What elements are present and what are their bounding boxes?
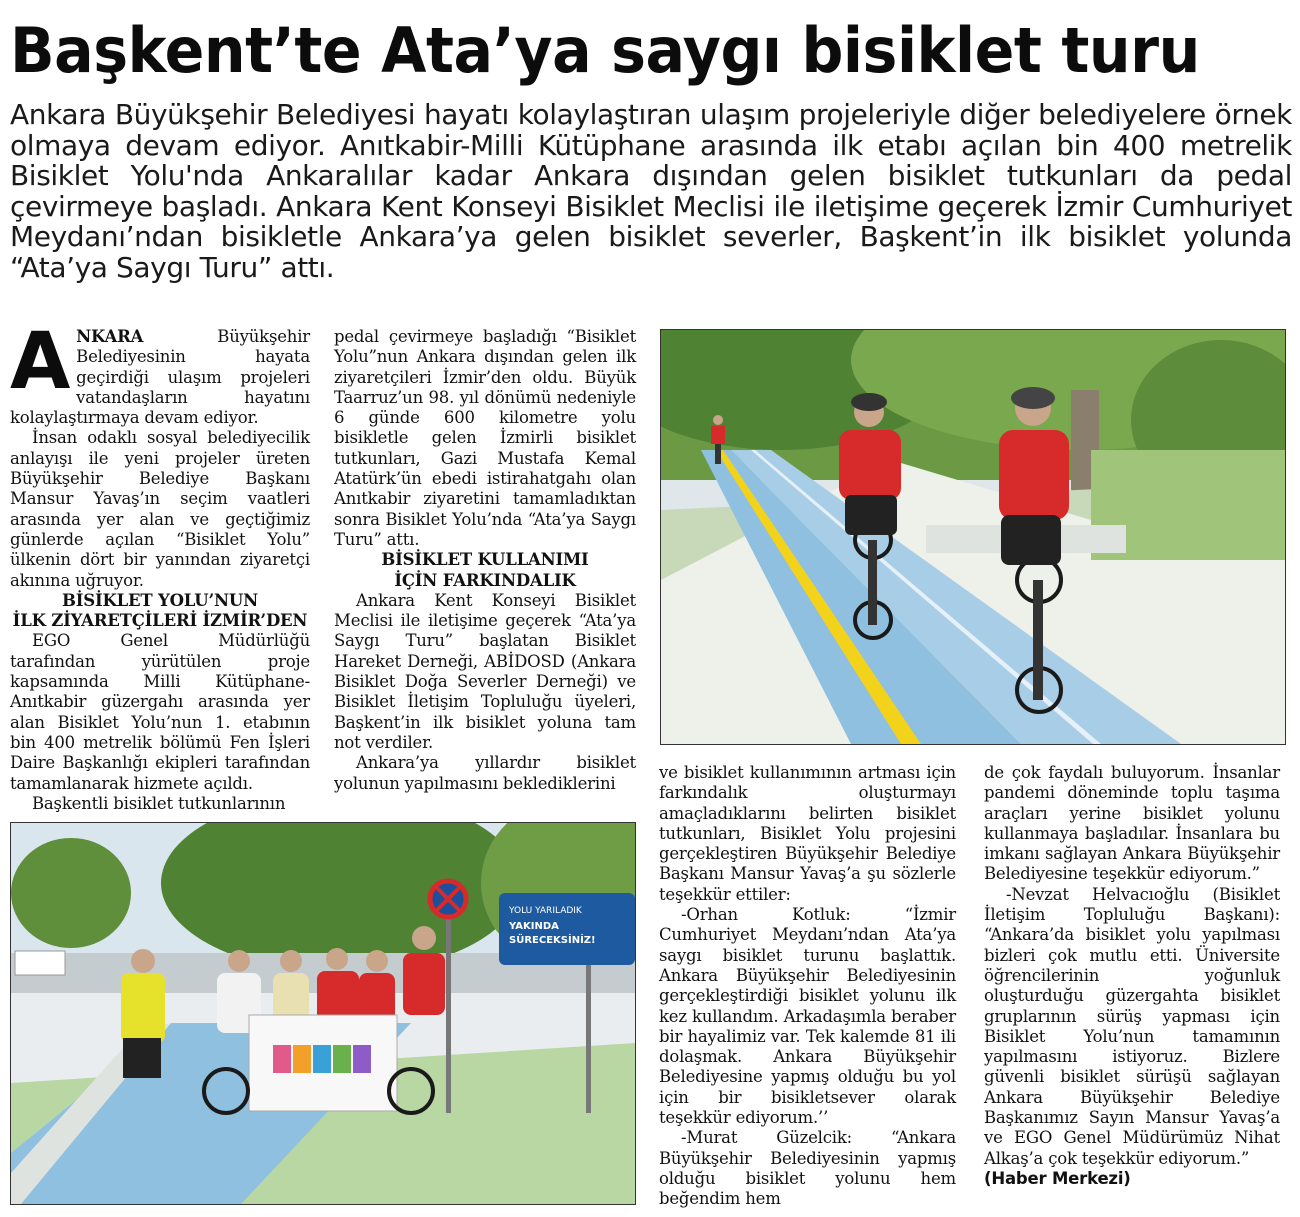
col1-p4: Başkentli bisiklet tutkunlarının (32, 793, 286, 813)
sign-line-1: YOLU YARILADIK (509, 906, 582, 916)
subheading-2-line-2: İÇİN FARKINDALIK (394, 570, 576, 590)
byline (984, 1169, 1280, 1189)
photo-2-illustration (11, 823, 635, 1204)
byline-text: (Haber Merkezi) (984, 1168, 1131, 1188)
article-column-2 (334, 327, 636, 794)
article-column-3 (659, 763, 956, 1210)
col4-p1: de çok faydalı buluyorum. İnsanlar pandemi döneminde toplu taşıma araçları yerine bisiklet yolunu kullanmaya başladılar. İnsanlara bu imkanı sağlayan Ankara Büyükşehir Belediyesine teşekkür ediyorum.” (984, 763, 1280, 884)
col1-p2: İnsan odaklı sosyal belediyecilik anlayışı ile yeni projeler üreten Büyükşehir Belediye Başkanı Mansur Yavaş’ın seçim vaatleri arasında yer alan ve geçtiğimiz günlerde açılan “Bisiklet Yolu” ülkenin dört bir yanından ziyaretçi akınına uğruyor. (10, 428, 310, 590)
col2-p3: Ankara’ya yıllardır bisiklet yolunun yapılmasını beklediklerini (334, 753, 636, 793)
photo-cyclists-on-bike-lane (660, 329, 1286, 745)
subheading-2-line-1: BİSİKLET KULLANIMI (381, 550, 589, 570)
col1-p3: EGO Genel Müdürlüğü tarafından yürütülen proje kapsamında Milli Kütüphane-Anıtkabir güzergahı arasında yer alan Bisiklet Yolu’nun 1. etabının bin 400 metrelik bölümü Fen İşleri Daire Başkanlığı ekipleri tarafından tamamlanarak hizmete açıldı. (10, 631, 310, 793)
article-column-1 (10, 317, 310, 814)
lead-paragraph: Ankara Büyükşehir Belediyesi hayatı kolaylaştıran ulaşım projeleriyle diğer belediyelere örnek olmaya devam ediyor. Anıtkabir-Milli Kütüphane arasında ilk etabı açılan bin 400 metrelik Bisiklet Yolu'nda Ankaralılar kadar Ankara dışından gelen bisiklet tutkunları da pedal çevirmeye başladı. Ankara Kent Konseyi Bisiklet Meclisi ile iletişime geçerek İzmir Cumhuriyet Meydanı’ndan bisikletle Ankara’ya gelen bisiklet severler, Başkent’in ilk bisiklet yolunda “Ata’ya Saygı Turu” attı. (10, 98, 1292, 284)
col3-p3: -Murat Güzelcik: “Ankara Büyükşehir Belediyesinin yapmış olduğu bisiklet yolunu hem beğendim hem (659, 1128, 956, 1209)
subheading-1-line-2: İLK ZİYARETÇİLERİ İZMİR’DEN (12, 611, 308, 631)
article-column-4 (984, 763, 1280, 1189)
drop-cap: A (10, 317, 71, 407)
col1-p1: Büyükşehir Belediyesinin hayata geçirdiği ulaşım projeleri vatandaşların hayatını kolaylaştırmaya devam ediyor. (10, 327, 310, 428)
sign-line-2: YAKINDA (509, 921, 559, 932)
col3-p1: ve bisiklet kullanımının artması için farkındalık oluşturmayı amaçladıklarını belirten bisiklet tutkunları, Bisiklet Yolu projesini gerçekleştiren Büyükşehir Belediye Başkanı Mansur Yavaş’a şu sözlerle teşekkür ettiler: (659, 763, 956, 904)
col3-p2: -Orhan Kotluk: “İzmir Cumhuriyet Meydanı’ndan Ata’ya saygı bisiklet turunu başlattık. Ankara Büyükşehir Belediyesinin gerçekleştirdiği bisiklet yolunu ilk kez kullandım. Arkadaşımla beraber bir hayalimiz var. Tek kalemde 81 ili dolaşmak. Ankara Büyükşehir Belediyesine yapmış olduğu bu yol için bir bisikletsever olarak teşekkür ediyorum.’’ (659, 905, 956, 1128)
col2-p2: Ankara Kent Konseyi Bisiklet Meclisi ile iletişime geçerek “Ata’ya Saygı Turu” başlatan Bisiklet Hareket Derneği, ABİDOSD (Ankara Bisiklet Doğa Severler Derneği) ve Bisiklet İletişim Topluluğu üyeleri, Başkent’in ilk bisiklet yoluna tam not verdiler. (334, 590, 636, 752)
col4-p2: -Nevzat Helvacıoğlu (Bisiklet İletişim Topluluğu Başkanı): “Ankara’da bisiklet yolu yapılması bizleri çok mutlu etti. Üniversite öğrencilerinin yoğunluk oluşturduğu güzergahta bisiklet gruplarının sürüş yapması için Bisiklet Yolu’nun tamamının yapılmasını istiyoruz. Bizlere güvenli bisiklet sürüşü sağlayan Ankara Büyükşehir Belediye Başkanımız Sayın Mansur Yavaş’a ve EGO Genel Müdürümüz Nihat Alkaş’a çok teşekkür ediyorum.” (984, 884, 1280, 1168)
sign-line-3: SÜRECEKSİNİZ! (509, 935, 596, 946)
photo-group-with-banner (10, 822, 636, 1205)
subheading-1-line-1: BİSİKLET YOLU’NUN (62, 590, 258, 610)
col2-p1: pedal çevirmeye başladığı “Bisiklet Yolu”nun Ankara dışından gelen ilk ziyaretçileri İzmir’den oldu. Büyük Taarruz’un 98. yıl dönümü nedeniyle 6 günde 600 kilometre yolu bisikletle gelen İzmirli bisiklet tutkunları, Gazi Mustafa Kemal Atatürk’ün ebedi istirahatgahı olan Anıtkabir ziyaretini tamamladıktan sonra Bisiklet Yolu’nda “Ata’ya Saygı Turu” attı. (334, 327, 636, 549)
opening-paragraph (10, 317, 310, 428)
headline: Başkent’te Ata’ya saygı bisiklet turu (10, 14, 1200, 87)
lead-word: NKARA (76, 327, 144, 346)
photo-1-illustration (661, 330, 1285, 744)
